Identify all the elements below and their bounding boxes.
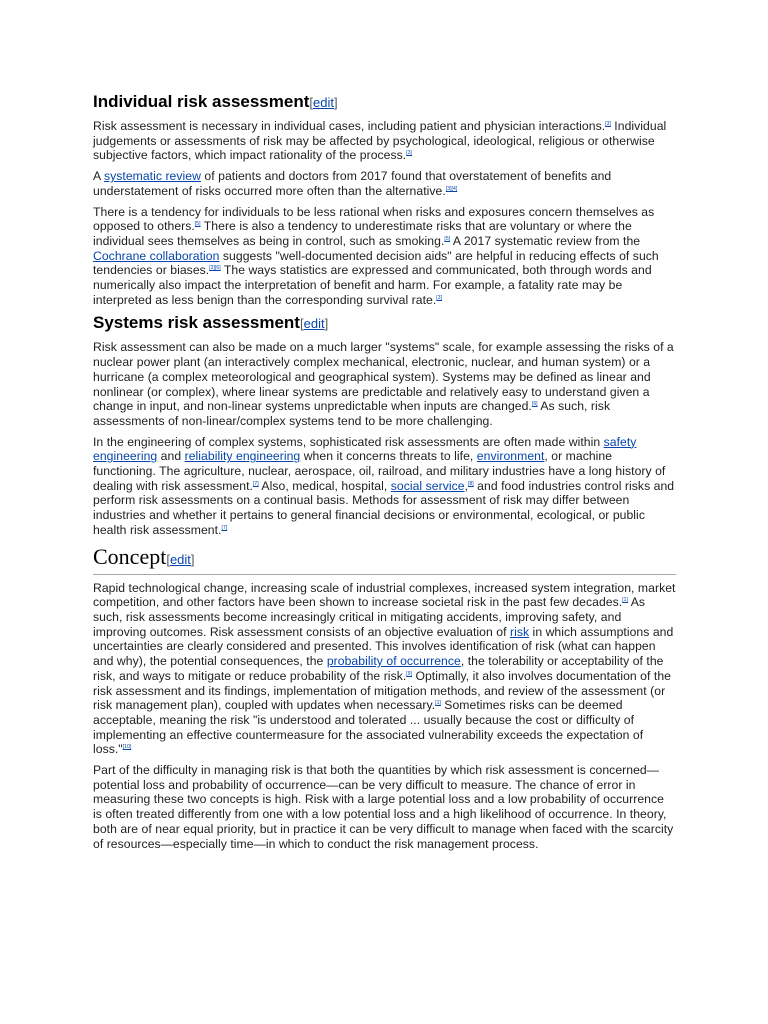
paragraph bbox=[93, 169, 676, 198]
citation-link[interactable]: [3] bbox=[436, 294, 443, 301]
citation-link[interactable]: [10] bbox=[122, 744, 132, 751]
text: A bbox=[93, 169, 104, 184]
text: and food industries control risks and perform risk assessments on a continual basis. Methods for assessment of risk may differ between industries and whether it pertains to general financial decisions or environmental, ecological, or public health risk assessment. bbox=[93, 478, 675, 537]
section-heading-systems-risk-assessment bbox=[93, 313, 676, 334]
citation-link[interactable]: [7] bbox=[221, 524, 228, 531]
citation-link[interactable]: [3][6] bbox=[209, 265, 221, 272]
text: As such, risk assessments of non-linear/complex systems tend to be more challenging. bbox=[93, 399, 611, 428]
section-heading-individual-risk-assessment bbox=[93, 92, 676, 113]
text: Sometimes risks can be deemed acceptable, meaning the risk "is understood and tolerated ... usually because the cost or difficulty of implementing an effective countermeasure for the associated vulnerability exceeds the expectation of loss." bbox=[93, 698, 644, 757]
link-safety-engineering[interactable]: safety engineering bbox=[93, 434, 637, 464]
citation-link[interactable]: [6] bbox=[531, 401, 538, 408]
paragraph bbox=[93, 763, 676, 851]
link-environment[interactable]: environment bbox=[476, 449, 545, 464]
text: , or machine functioning. The agriculture, nuclear, aerospace, oil, railroad, and military industries have a long history of dealing with risk assessment. bbox=[93, 449, 666, 493]
paragraph bbox=[93, 119, 676, 163]
section-title: Concept bbox=[93, 543, 167, 569]
edit-link[interactable]: edit bbox=[303, 316, 325, 332]
paragraph bbox=[93, 340, 676, 428]
edit-section-control: [edit] bbox=[166, 551, 195, 567]
text: , bbox=[464, 478, 469, 493]
text: Optimally, it also involves documentation of the risk assessment and its findings, implementation of mitigation methods, and review of the assessment (or risk management plan), coupled with updates when necessary. bbox=[93, 668, 671, 713]
text: Rapid technological change, increasing scale of industrial complexes, increased system integration, market competition, and other factors have been shown to increase societal risk in the past few decades. bbox=[93, 580, 676, 610]
link-social-service[interactable]: social service bbox=[390, 478, 465, 493]
text: A 2017 systematic review from the bbox=[450, 233, 641, 248]
link-risk[interactable]: risk bbox=[509, 624, 530, 639]
text: Risk assessment can also be made on a much larger "systems" scale, for example assessing the risks of a nuclear power plant (an interactively complex mechanical, electronic, nuclear, and human system) or a hurricane (a complex meteorological and geographical system). Systems may be defined as linear and nonlinear (or complex), where linear systems are predictable and relatively easy to understand given a change in input, and non-linear systems unpredictable when inputs are changed. bbox=[93, 340, 674, 414]
citation-link[interactable]: [5] bbox=[444, 235, 451, 242]
edit-section-control: [edit] bbox=[309, 95, 338, 110]
text: The ways statistics are expressed and communicated, both through words and numerically also impact the interpretation of benefit and harm. For example, a fatality rate may be interpreted as less benign than the corresponding survival rate. bbox=[93, 263, 652, 307]
text: , the tolerability or acceptability of the risk, and ways to mitigate or reduce probability of the risk. bbox=[93, 654, 664, 683]
paragraph bbox=[93, 435, 676, 538]
edit-link[interactable]: edit bbox=[169, 551, 191, 567]
citation-link[interactable]: [3] bbox=[406, 150, 412, 157]
edit-section-control: [edit] bbox=[299, 316, 329, 332]
citation-link[interactable]: [9] bbox=[406, 670, 413, 677]
paragraph bbox=[93, 581, 676, 757]
link-systematic-review[interactable]: systematic review bbox=[103, 169, 201, 184]
paragraph bbox=[93, 205, 676, 308]
text: As such, risk assessments become increasingly critical in mitigating accidents, improving safety, and improving outcomes. Risk assessment consists of an objective evaluation of bbox=[93, 595, 646, 639]
link-cochrane-collaboration[interactable]: Cochrane collaboration bbox=[93, 248, 220, 263]
text: and bbox=[157, 449, 185, 464]
citation-link[interactable]: [3][4] bbox=[445, 185, 458, 192]
text: in which assumptions and uncertainties are clearly considered and presented. This involves identification of risk (what can happen and why), the potential consequences, the bbox=[93, 624, 674, 669]
text: In the engineering of complex systems, sophisticated risk assessments are often made within bbox=[93, 434, 604, 449]
citation-link[interactable]: [1] bbox=[622, 597, 628, 604]
text: There is also a tendency to underestimate risks that are voluntary or where the individual sees themselves as being in control, such as smoking. bbox=[93, 219, 632, 248]
text: Risk assessment is necessary in individual cases, including patient and physician interactions. bbox=[93, 119, 606, 133]
citation-link[interactable]: [7] bbox=[252, 480, 259, 487]
link-probability-of-occurrence[interactable]: probability of occurrence bbox=[326, 654, 461, 669]
link-reliability-engineering[interactable]: reliability engineering bbox=[184, 449, 301, 464]
citation-link[interactable]: [8] bbox=[468, 480, 474, 487]
section-heading-concept bbox=[93, 544, 676, 575]
text: of patients and doctors from 2017 found that overstatement of benefits and understatement of risks occurred more often than the alternative. bbox=[93, 169, 612, 198]
section-title: Individual risk assessment bbox=[93, 92, 310, 111]
text: when it concerns threats to life, bbox=[300, 449, 477, 464]
citation-link[interactable]: [3] bbox=[605, 120, 611, 127]
citation-link[interactable]: [1] bbox=[435, 700, 441, 707]
section-title: Systems risk assessment bbox=[93, 313, 300, 333]
text: suggests "well-documented decision aids" are helpful in reducing effects of such tendencies or biases. bbox=[93, 248, 659, 278]
citation-link[interactable]: [5] bbox=[194, 221, 201, 228]
text: Also, medical, hospital, bbox=[258, 478, 391, 493]
edit-link[interactable]: edit bbox=[313, 95, 334, 110]
text: Individual judgements or assessments of risk may be affected by psychological, ideological, religious or otherwise subjective factors, which impact rationality of the process. bbox=[93, 119, 667, 163]
text: Part of the difficulty in managing risk is that both the quantities by which risk assessment is concerned—potential loss and probability of occurrence—can be very difficult to measure. The chance of error in measuring these two concepts is high. Risk with a large potential loss and a low probability of occurrence is often treated differently from one with a low potential loss and a high likelihood of occurrence. In theory, both are of near equal priority, but in practice it can be very difficult to manage when faced with the scarcity of resources—especially time—in which to conduct the risk management process. bbox=[93, 763, 674, 851]
text: There is a tendency for individuals to be less rational when risks and exposures concern themselves as opposed to others. bbox=[93, 204, 655, 234]
